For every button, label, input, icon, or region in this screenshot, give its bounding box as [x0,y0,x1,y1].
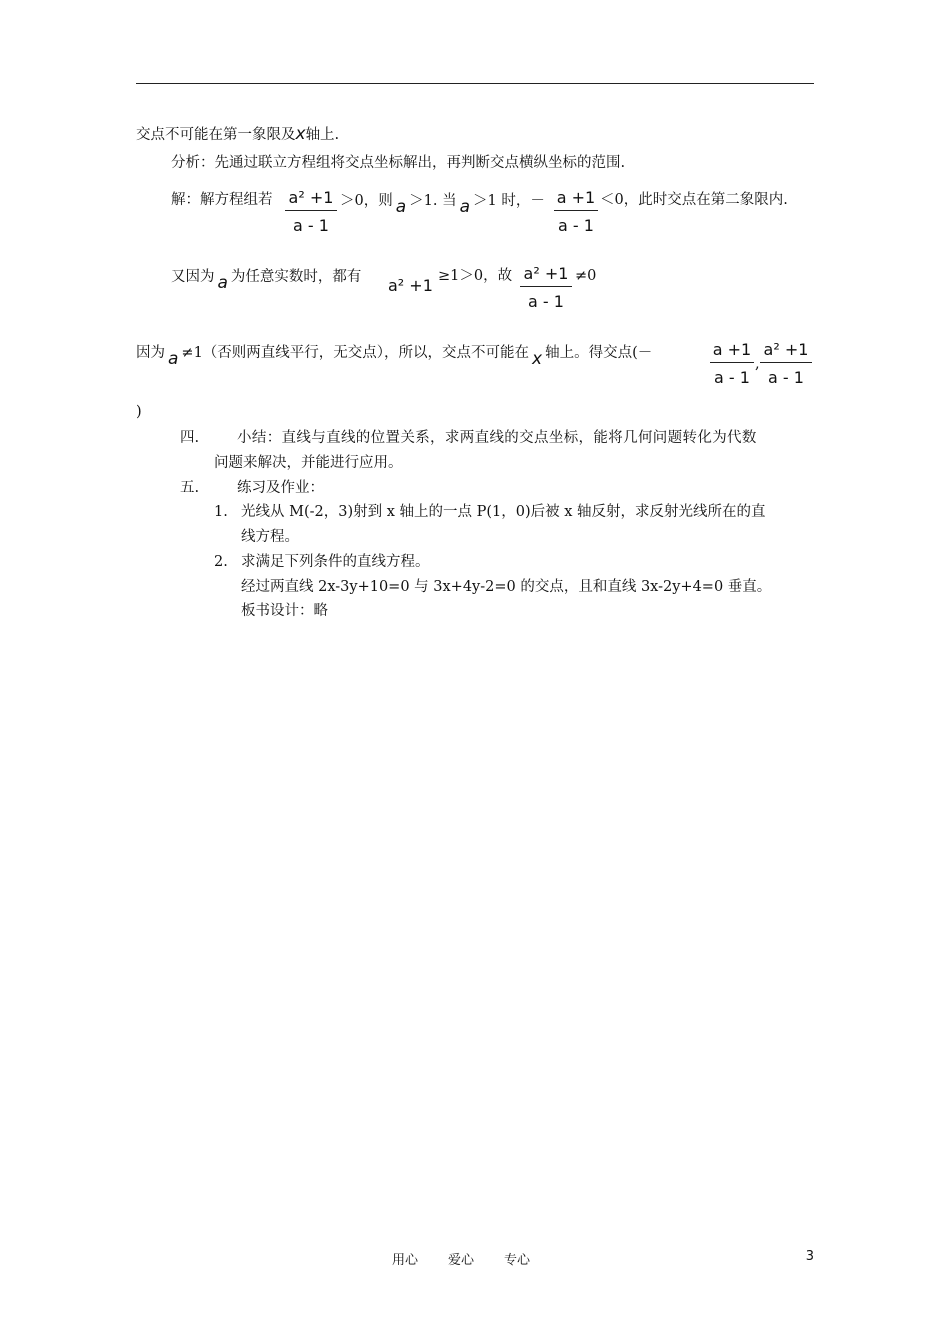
section-5-text: 练习及作业： [237,480,324,496]
text-span: 又因为 [171,269,215,285]
text-span: ＞1. 当 [409,193,457,209]
math-variable: a [459,197,471,217]
solution-line-part-2 [340,190,545,217]
paragraph-line-1 [136,124,339,145]
section-4-label: 四. [180,430,200,446]
solution-line-part-3: ＜0，此时交点在第二象限内. [600,192,788,208]
math-expression: a² +1 [388,276,433,295]
text-span: 轴上. [305,127,340,143]
fraction-3 [520,262,572,313]
comma: , [755,356,760,372]
fraction-2 [554,186,598,237]
text-span: ≠1（否则两直线平行，无交点），所以，交点不可能在 [181,345,530,361]
fraction-denominator: a - 1 [293,216,329,235]
fraction-denominator: a - 1 [528,292,564,311]
fraction-5 [760,338,812,389]
fraction-denominator: a - 1 [714,368,750,387]
close-paren: ) [136,404,142,420]
section-5-label: 五. [180,480,200,496]
section-4-text-1: 小结：直线与直线的位置关系，求两直线的交点坐标，能将几何问题转化为代数 [237,430,757,446]
footer-text-2: 爱心 [448,1253,475,1268]
analysis-line: 分析：先通过联立方程组将交点坐标解出，再判断交点横纵坐标的范围. [171,155,626,171]
math-variable: x [532,349,543,369]
text-span: 交点不可能在第一象限及 [136,127,296,143]
fraction-numerator: a² +1 [760,338,812,363]
math-variable: a [395,197,407,217]
text-span: 为任意实数时，都有 [230,269,362,285]
text-span: ＞0，则 [340,193,393,209]
item-1-text-2: 线方程。 [241,529,299,545]
fraction-denominator: a - 1 [768,368,804,387]
fraction-1 [285,186,337,237]
also-line-part-1 [171,266,362,293]
also-line-part-2: ≥1＞0，故 [438,268,513,284]
item-2-text: 求满足下列条件的直线方程。 [241,554,430,570]
text-span: 解：解方程组若 [171,192,273,208]
text-span: ＞1 时，－ [473,193,545,209]
because-line-part-1 [136,342,653,369]
fraction-numerator: a² +1 [285,186,337,211]
math-variable: a [217,273,228,293]
fraction-4 [710,338,754,389]
fraction-numerator: a +1 [710,338,754,363]
text-span: 轴上。得交点(－ [545,345,653,361]
header-rule [136,83,814,84]
board-design: 板书设计：略 [241,603,328,619]
item-2-label: 2. [214,554,228,570]
footer-text-3: 专心 [504,1253,531,1268]
solution-line-part-1 [171,190,273,210]
item-1-text-1: 光线从 M(-2，3)射到 x 轴上的一点 P(1，0)后被 x 轴反射，求反射光线所在的直 [241,504,766,520]
fraction-numerator: a +1 [554,186,598,211]
footer-text-1: 用心 [392,1253,419,1268]
fraction-numerator: a² +1 [520,262,572,287]
math-variable: a [168,349,179,369]
text-span: 因为 [136,345,165,361]
page-number: 3 [805,1249,814,1264]
math-variable: x [295,124,306,144]
item-1-label: 1. [214,504,228,520]
fraction-denominator: a - 1 [558,216,594,235]
also-line-part-3: ≠0 [575,268,597,284]
item-2-sub: 经过两直线 2x-3y+10=0 与 3x+4y-2=0 的交点，且和直线 3x-2y+4=0 垂直。 [241,579,772,595]
section-4-text-2: 问题来解决，并能进行应用。 [214,455,403,471]
